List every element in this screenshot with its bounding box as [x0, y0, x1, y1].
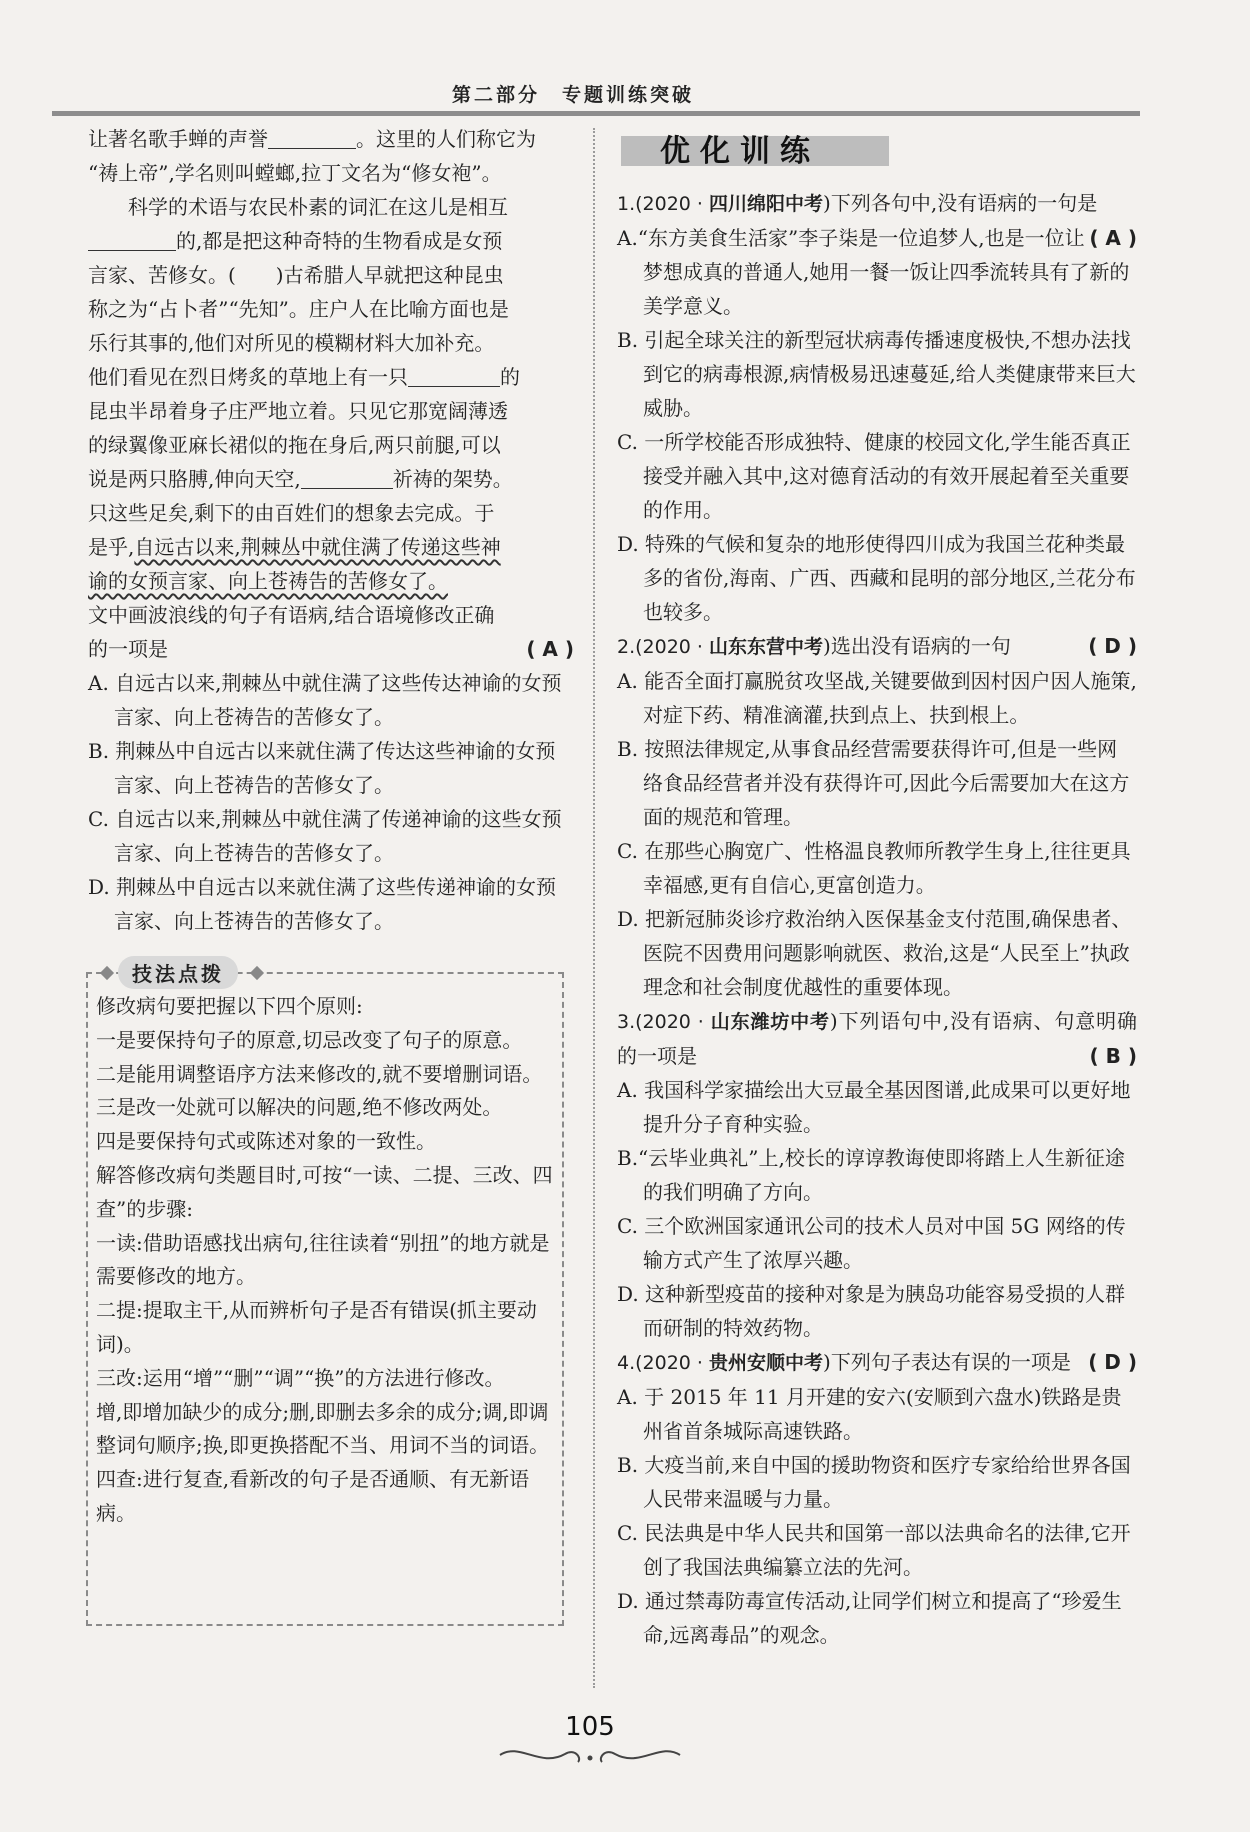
- fill-blank: [301, 466, 393, 489]
- fill-blank: [88, 228, 176, 251]
- question-stem: 1.(2020 · 四川绵阳中考)下列各句中,没有语病的一句是 ( A ): [617, 186, 1137, 221]
- passage-line: 言家、苦修女。( )古希腊人早就把这种昆虫: [88, 263, 504, 287]
- passage-line: “祷上帝”,学名则叫螳螂,拉丁文名为“修女袍”。: [88, 161, 502, 185]
- diamond-icon: [100, 966, 114, 980]
- tip-line: 解答修改病句类题目时,可按“一读、二提、三改、四查”的步骤:: [96, 1162, 553, 1221]
- passage-line: 的绿翼像亚麻长裙似的拖在身后,两只前腿,可以: [88, 433, 501, 457]
- option-d: D. 这种新型疫苗的接种对象是为胰岛功能容易受损的人群而研制的特效药物。: [617, 1282, 1126, 1340]
- question-stem: 4.(2020 · 贵州安顺中考)下列句子表达有误的一项是 ( D ): [617, 1345, 1137, 1380]
- option-c: C. 民法典是中华人民共和国第一部以法典命名的法律,它开创了我国法典编纂立法的先河。: [617, 1521, 1131, 1579]
- tip-line: 一读:借助语感找出病句,往往读着“别扭”的地方就是需要修改的地方。: [96, 1230, 550, 1289]
- passage-line: 昆虫半昂着身子庄严地立着。只见它那宽阔薄透: [88, 399, 508, 423]
- answer-mark: ( A ): [526, 637, 574, 661]
- passage-line: 他们看见在烈日烤炙的草地上有一只 的: [88, 365, 520, 389]
- tip-title-wrap: [100, 956, 270, 990]
- option-b: B. 大疫当前,来自中国的援助物资和医疗专家给给世界各国人民带来温暖与力量。: [617, 1453, 1131, 1511]
- question-4: [617, 1345, 1137, 1652]
- diamond-icon: [250, 966, 264, 980]
- passage-line: 称之为“占卜者”“先知”。庄户人在比喻方面也是: [88, 297, 509, 321]
- tip-line: 四查:进行复查,看新改的句子是否通顺、有无新语病。: [96, 1467, 530, 1525]
- option-a: A. 能否全面打赢脱贫攻坚战,关键要做到因村因户因人施策,对症下药、精准滴灌,扶到点上、扶到根上。: [617, 669, 1137, 727]
- option-c: C. 一所学校能否形成独特、健康的校园文化,学生能否真正接受并融入其中,这对德育活动的有效开展起着至关重要的作用。: [617, 430, 1131, 522]
- header-title: 第二部分 专题训练突破: [452, 84, 695, 106]
- option-b: B.“云毕业典礼”上,校长的谆谆教诲使即将踏上人生新征途的我们明确了方向。: [617, 1146, 1125, 1204]
- header-rule: [52, 111, 1140, 116]
- option-d: D. 把新冠肺炎诊疗救治纳入医保基金支付范围,确保患者、医院不因费用问题影响就医、救治,这是“人民至上”执政理念和社会制度优越性的重要体现。: [617, 907, 1132, 999]
- option-c: C. 自远古以来,荆棘丛中就住满了传递神谕的这些女预言家、向上苍祷告的苦修女了。: [88, 807, 562, 865]
- option-a: A. 我国科学家描绘出大豆最全基因图谱,此成果可以更好地提升分子育种实验。: [617, 1078, 1131, 1136]
- fill-blank: [268, 126, 356, 149]
- passage-line: 只这些足矣,剩下的由百姓们的想象去完成。于: [88, 501, 495, 525]
- tip-line: 二是能用调整语序方法来修改的,就不要增删词语。: [96, 1061, 543, 1086]
- answer-mark: ( B ): [1089, 1044, 1137, 1068]
- page-number: 105: [565, 1712, 615, 1742]
- right-column: [617, 186, 1137, 1652]
- tip-line: 四是要保持句式或陈述对象的一致性。: [96, 1129, 436, 1154]
- passage-line: 乐行其事的,他们对所见的模糊材料大加补充。: [88, 331, 495, 355]
- option-a: A.“东方美食生活家”李子柒是一位追梦人,也是一位让梦想成真的普通人,她用一餐一饭让四季流转具有了新的美学意义。: [617, 226, 1130, 318]
- tip-content: [96, 990, 556, 1531]
- option-a: A. 于 2015 年 11 月开建的安六(安顺到六盘水)铁路是贵州省首条城际高速铁路。: [617, 1385, 1122, 1443]
- option-d: D. 荆棘丛中自远古以来就住满了这些传递神谕的女预言家、向上苍祷告的苦修女了。: [88, 875, 557, 933]
- tip-line: 增,即增加缺少的成分;删,即删去多余的成分;调,即调整词句顺序;换,即更换搭配不当、用词不当的词语。: [96, 1399, 550, 1458]
- passage-line: 说是两只胳膊,伸向天空, 祈祷的架势。: [88, 467, 513, 491]
- passage-line: 的,都是把这种奇特的生物看成是女预: [88, 224, 574, 258]
- answer-mark: ( D ): [1088, 634, 1137, 658]
- wavy-underlined-sentence: 谕的女预言家、向上苍祷告的苦修女了。: [88, 569, 448, 593]
- option-a: A. 自远古以来,荆棘丛中就住满了这些传达神谕的女预言家、向上苍祷告的苦修女了。: [88, 671, 562, 729]
- question-1: [617, 186, 1137, 629]
- option-b: B. 荆棘丛中自远古以来就住满了传达这些神谕的女预言家、向上苍祷告的苦修女了。: [88, 739, 556, 797]
- tip-line: 二提:提取主干,从而辨析句子是否有错误(抓主要动词)。: [96, 1298, 537, 1356]
- option-c: C. 三个欧洲国家通讯公司的技术人员对中国 5G 网络的传输方式产生了浓厚兴趣。: [617, 1214, 1126, 1272]
- question-stem: 文中画波浪线的句子有语病,结合语境修改正确: [88, 603, 495, 627]
- left-column: [88, 122, 574, 938]
- tip-line: 三改:运用“增”“删”“调”“换”的方法进行修改。: [96, 1365, 505, 1390]
- option-b: B. 引起全球关注的新型冠状病毒传播速度极快,不想办法找到它的病毒根源,病情极易迅速蔓延,给人类健康带来巨大威胁。: [617, 328, 1136, 420]
- question-stem: 的一项是 ( A ): [88, 632, 574, 666]
- answer-mark: ( A ): [1089, 226, 1137, 250]
- page-header: [52, 78, 1140, 118]
- section-title: 优化训练: [660, 134, 820, 169]
- answer-mark: ( D ): [1088, 1350, 1137, 1374]
- question-2: [617, 629, 1137, 1004]
- column-divider: [593, 128, 595, 1688]
- tip-line: 一是要保持句子的原意,切忌改变了句子的原意。: [96, 1027, 523, 1052]
- passage-line: 科学的术语与农民朴素的词汇在这儿是相互: [128, 195, 508, 219]
- option-b: B. 按照法律规定,从事食品经营需要获得许可,但是一些网络食品经营者并没有获得许可,因此今后需要加大在这方面的规范和管理。: [617, 737, 1130, 829]
- passage-line: [88, 564, 574, 598]
- fill-blank: [408, 364, 500, 387]
- question-3: [617, 1004, 1137, 1345]
- passage-line: 让著名歌手蝉的声誉 。这里的人们称它为: [88, 127, 536, 151]
- option-d: D. 特殊的气候和复杂的地形使得四川成为我国兰花种类最多的省份,海南、广西、西藏和昆明的部分地区,兰花分布也较多。: [617, 532, 1136, 624]
- question-stem: 2.(2020 · 山东东营中考)选出没有语病的一句 ( D ): [617, 629, 1137, 664]
- option-d: D. 通过禁毒防毒宣传活动,让同学们树立和提高了“珍爱生命,远离毒品”的观念。: [617, 1589, 1122, 1647]
- question-stem: 3.(2020 · 山东潍坊中考)下列语句中,没有语病、句意明确的一项是 ( B ): [617, 1004, 1137, 1073]
- footer-ornament-icon: [490, 1740, 690, 1770]
- option-c: C. 在那些心胸宽广、性格温良教师所教学生身上,往往更具幸福感,更有自信心,更富创造力。: [617, 839, 1131, 897]
- passage-line: 是乎,自远古以来,荆棘丛中就住满了传递这些神: [88, 535, 501, 559]
- tip-line: 修改病句要把握以下四个原则:: [96, 994, 363, 1018]
- tip-line: 三是改一处就可以解决的问题,绝不修改两处。: [96, 1095, 503, 1120]
- tip-title: 技法点拨: [118, 956, 238, 989]
- wavy-underlined-sentence: 自远古以来,荆棘丛中就住满了传递这些神: [134, 535, 501, 559]
